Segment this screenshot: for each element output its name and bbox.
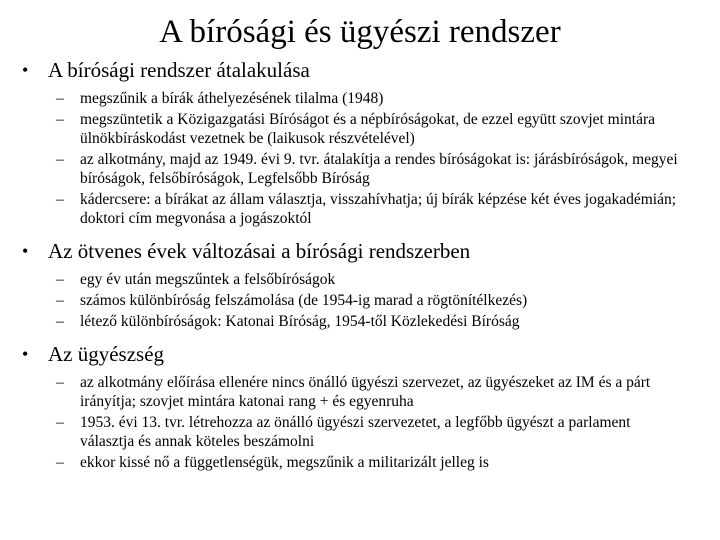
list-item-text: megszűnik a bírák áthelyezésének tilalma (1948): [80, 90, 384, 107]
list-item: [56, 270, 702, 289]
list-item: [56, 291, 702, 310]
list-item-text: kádercsere: a bírákat az állam választja, visszahívhatja; új bírák képzése két éves jogakadémián; doktori cím megvonása a jogászoktól: [80, 191, 677, 227]
dash-icon: –: [56, 454, 64, 471]
section-heading: [22, 238, 702, 264]
dash-icon: –: [56, 151, 64, 168]
list-item: [56, 453, 702, 472]
list-item-text: az alkotmány előírása ellenére nincs önálló ügyészi szervezet, az ügyészeket az IM és a párt irányítja; szovjet mintára katonai rang + és egyenruha: [80, 374, 651, 410]
dash-icon: –: [56, 90, 64, 107]
dash-icon: –: [56, 313, 64, 330]
list-item: [56, 373, 702, 411]
list-item-text: egy év után megszűntek a felsőbíróságok: [80, 271, 336, 288]
list-item: [56, 190, 702, 228]
list-item-text: az alkotmány, majd az 1949. évi 9. tvr. átalakítja a rendes bíróságokat is: járásbíróságok, megyei bíróságok, felsőbíróságok, Legfelsőbb Bíróság: [80, 151, 678, 187]
list-item: [56, 312, 702, 331]
section-heading-text: Az ügyészség: [48, 342, 165, 366]
list-item-text: létező különbíróságok: Katonai Bíróság, 1954-től Közlekedési Bíróság: [80, 313, 520, 330]
list-item-text: számos különbíróság felszámolása (de 1954-ig marad a rögtönítélkezés): [80, 292, 528, 309]
slide-body: [22, 57, 702, 474]
slide-title: A bírósági és ügyészi rendszer: [159, 14, 561, 50]
dash-icon: –: [56, 271, 64, 288]
list-item: [56, 413, 702, 451]
dash-icon: –: [56, 292, 64, 309]
list-item-text: 1953. évi 13. tvr. létrehozza az önálló ügyészi szervezetet, a legfőbb ügyészt a parlament választja és annak köteles beszámolni: [80, 414, 631, 450]
bullet-icon: •: [22, 344, 29, 364]
section-prosecution: [22, 341, 702, 472]
sub-list: [22, 373, 702, 472]
list-item-text: ekkor kissé nő a függetlenségük, megszűnik a militarizált jelleg is: [80, 454, 489, 471]
section-fifties-changes: [22, 238, 702, 331]
dash-icon: –: [56, 191, 64, 208]
bullet-icon: •: [22, 60, 29, 80]
sub-list: [22, 89, 702, 228]
dash-icon: –: [56, 374, 64, 391]
section-court-system: [22, 57, 702, 228]
sub-list: [22, 270, 702, 331]
list-item: [56, 110, 702, 148]
section-heading: [22, 57, 702, 83]
dash-icon: –: [56, 111, 64, 128]
section-heading-text: A bírósági rendszer átalakulása: [48, 58, 310, 82]
list-item: [56, 89, 702, 108]
section-heading: [22, 341, 702, 367]
list-item-text: megszüntetik a Közigazgatási Bíróságot és a népbíróságokat, de ezzel együtt szovjet mintára ülnökbíráskodást vezetnek be (laikusok részvételével): [80, 111, 656, 147]
bullet-icon: •: [22, 241, 29, 261]
section-heading-text: Az ötvenes évek változásai a bírósági rendszerben: [48, 239, 471, 263]
dash-icon: –: [56, 414, 64, 431]
list-item: [56, 150, 702, 188]
